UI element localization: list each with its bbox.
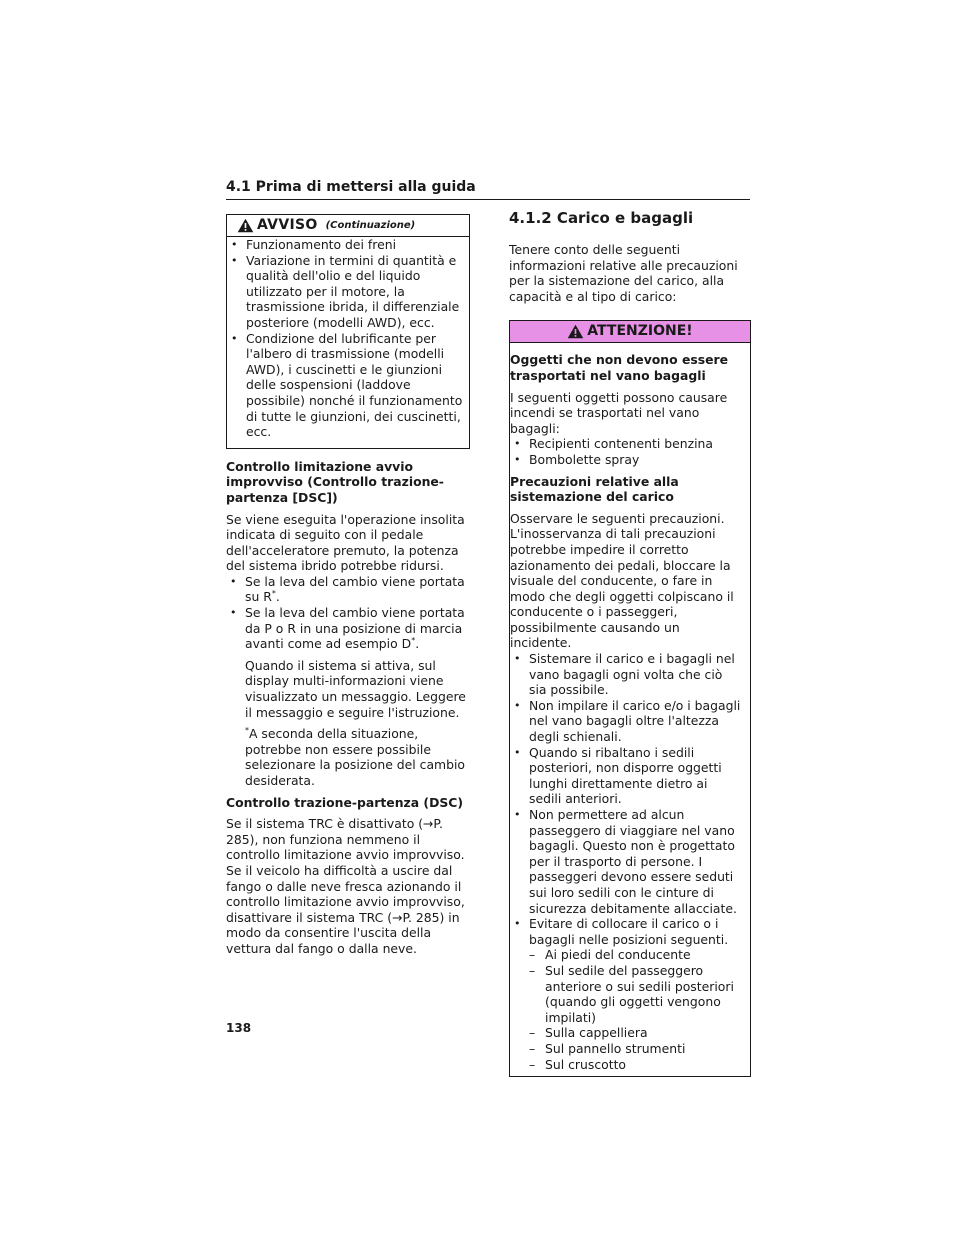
attenzione-body bbox=[510, 343, 742, 1072]
forbidden-items-list bbox=[510, 436, 742, 467]
page-number: 138 bbox=[226, 1021, 252, 1035]
list-item: – Sul sedile del passeggero anteriore o sui sedili posteriori (quando gli oggetti vengono impilati) bbox=[529, 963, 742, 1025]
footnote: *A seconda della situazione, potrebbe non essere possibile selezionare la posizione del cambio desiderata. bbox=[245, 726, 465, 788]
paragraph: Se viene eseguita l'operazione insolita indicata di seguito con il pedale dell'acceleratore premuto, la potenza del sistema ibrido potrebbe ridursi. bbox=[226, 511, 465, 574]
list-item: • Funzionamento dei freni bbox=[227, 237, 469, 253]
warning-triangle-icon bbox=[237, 218, 254, 233]
precautions-list bbox=[510, 651, 742, 1072]
avviso-list bbox=[227, 237, 469, 440]
list-item: • Condizione del lubrificante per l'albero di trasmissione (modelli AWD), i cuscinetti e le giunzioni delle sospensioni (laddove possibile) nonché il funzionamento di tutte le giunzioni, dei cuscinetti, ecc. bbox=[227, 331, 469, 440]
list-item: – Sul cruscotto bbox=[529, 1057, 742, 1073]
list-item: • Non permettere ad alcun passeggero di viaggiare nel vano bagagli. Questo non è progettato per il trasporto di persone. I passeggeri devono essere seduti sui loro sedili con le cinture di sicurezza debitamente allacciate. bbox=[510, 807, 742, 916]
list-item: • Se la leva del cambio viene portata su R*. bbox=[226, 574, 470, 605]
subheading: Oggetti che non devono essere trasportati nel vano bagagli bbox=[510, 352, 729, 383]
list-item: • Se la leva del cambio viene portata da P o R in una posizione di marcia avanti come ad esempio D*. Quando il sistema si attiva, sul display multi-informazioni viene visualizzato un messaggio. Leggere il messaggio e seguire l'istruzione. *A seconda della situazione, potrebbe non essere possibile selezionare la posizione del cambio desiderata. bbox=[226, 605, 470, 789]
positions-list bbox=[529, 947, 742, 1072]
list-item: • Recipienti contenenti benzina bbox=[510, 436, 742, 452]
paragraph: Se il sistema TRC è disattivato (→P. 285), non funziona nemmeno il controllo limitazione avvio improvviso. Se il veicolo ha difficoltà a uscire dal fango o dalle neve fresca azionando il controllo limitazione avvio improvviso, disattivare il sistema TRC (→P. 285) in modo da consentire l'uscita della vettura dal fango o dalla neve. bbox=[226, 816, 465, 956]
right-column bbox=[509, 208, 751, 1077]
dsc-list bbox=[226, 574, 470, 789]
heading-dsc-2: Controllo trazione-partenza (DSC) bbox=[226, 794, 464, 810]
list-item: – Sul pannello strumenti bbox=[529, 1041, 742, 1057]
attenzione-title: ATTENZIONE! bbox=[587, 323, 693, 340]
list-item: – Sulla cappelliera bbox=[529, 1025, 742, 1041]
heading-dsc: Controllo limitazione avvio improvviso (Controllo trazione-partenza [DSC]) bbox=[226, 458, 444, 505]
list-item: • Quando si ribaltano i sedili posteriori, non disporre oggetti lunghi direttamente dietro ai sedili anteriori. bbox=[510, 745, 742, 807]
paragraph: Osservare le seguenti precauzioni. L'inosservanza di tali precauzioni potrebbe impedire il corretto azionamento dei pedali, bloccare la visuale del conducente, o fare in modo che degli oggetti colpiscano il conducente o i passeggeri, possibilmente causando un incidente. bbox=[510, 510, 734, 651]
avviso-continued: (Continuazione) bbox=[325, 219, 416, 231]
section-header: 4.1 Prima di mettersi alla guida bbox=[226, 178, 750, 200]
attenzione-header bbox=[510, 321, 750, 343]
attenzione-box bbox=[509, 320, 751, 1077]
list-item: • Variazione in termini di quantità e qualità dell'olio e del liquido utilizzato per il motore, la trasmissione ibrida, il differenziale posteriore (modelli AWD), ecc. bbox=[227, 253, 469, 331]
paragraph: Quando il sistema si attiva, sul display multi-informazioni viene visualizzato un messaggio. Leggere il messaggio e seguire l'istruzione. bbox=[245, 657, 466, 720]
avviso-header bbox=[227, 215, 469, 237]
list-item: • Sistemare il carico e i bagagli nel vano bagagli ogni volta che ciò sia possibile. bbox=[510, 651, 742, 698]
list-item: – Ai piedi del conducente bbox=[529, 947, 742, 963]
paragraph: I seguenti oggetti possono causare incendi se trasportati nel vano bagagli: bbox=[510, 389, 728, 436]
list-item: • Evitare di collocare il carico o i bagagli nelle posizioni seguenti. – Ai piedi del conducente – Sul sedile del passeggero anteriore o sui sedili posteriori (quando gli oggetti vengono impilati) – Sulla cappelliera – Sul pannello strumenti – Sul cruscotto bbox=[510, 916, 742, 1072]
left-column bbox=[226, 214, 470, 957]
list-item: • Non impilare il carico e/o i bagagli nel vano bagagli oltre l'altezza degli schienali. bbox=[510, 698, 742, 745]
list-item: • Bombolette spray bbox=[510, 452, 742, 468]
subheading: Precauzioni relative alla sistemazione del carico bbox=[510, 473, 679, 505]
intro-paragraph: Tenere conto delle seguenti informazioni relative alle precauzioni per la sistemazione del carico, alla capacità e al tipo di carico: bbox=[509, 242, 738, 304]
warning-triangle-icon bbox=[567, 324, 584, 339]
section-title: 4.1.2 Carico e bagagli bbox=[509, 209, 694, 227]
avviso-title: AVVISO bbox=[257, 216, 318, 233]
avviso-box bbox=[226, 214, 470, 449]
